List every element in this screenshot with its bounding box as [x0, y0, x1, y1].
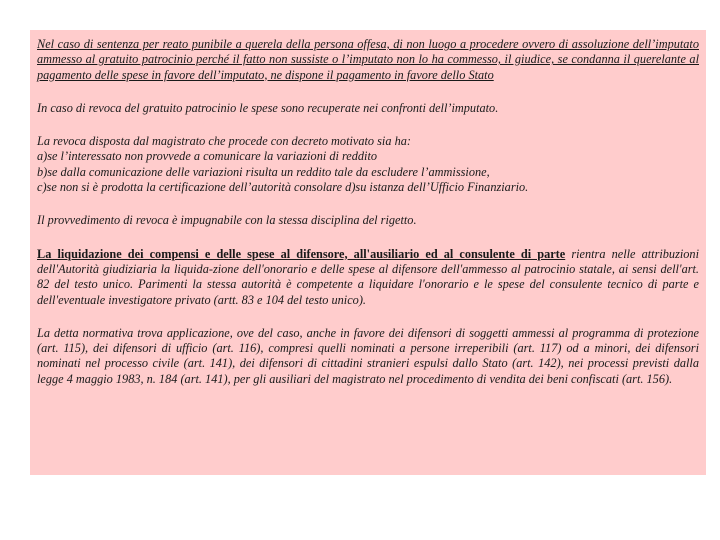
document-text-box: [30, 30, 706, 475]
paragraph-normativa: La detta normativa trova applicazione, ove del caso, anche in favore dei difensori di soggetti ammessi al programma di protezione (art. 115), dei difensori di ufficio (art. 116), compresi quelli nominati a persone irreperibili (art. 117) od a minori, dei difensori nominati nel processo civile (art. 141), dei difensori di cittadini stranieri espulsi dallo Stato (art. 142), nei processi previsti dalla legge 4 maggio 1983, n. 184 (art. 141), per gli ausiliari del magistrato nel procedimento di vendita dei beni confiscati (art. 156).: [37, 325, 699, 386]
paragraph-impugnabile: Il provvedimento di revoca è impugnabile con la stessa disciplina del rigetto.: [37, 213, 417, 228]
paragraph-revoca-spese: In caso di revoca del gratuito patrocinio le spese sono recuperate nei confronti dell’imputato.: [37, 100, 499, 115]
paragraph-sentenza: Nel caso di sentenza per reato punibile a querela della persona offesa, di non luogo a procedere ovvero di assoluzione dell’imputato ammesso al gratuito patrocinio perché il fatto non sussiste o l’imputato non lo ha commesso, il giudice, se condanna il querelante al pagamento delle spese in favore dell’imputato, ne dispone il pagamento in favore dello Stato: [37, 37, 699, 82]
revoca-intro-line: La revoca disposta dal magistrato che procede con decreto motivato sia ha:: [37, 134, 411, 149]
revoca-case-b: b)se dalla comunicazione delle variazioni risulta un reddito tale da escludere l’ammissione,: [37, 164, 490, 179]
liquidazione-heading: La liquidazione dei compensi e delle spese al difensore, all'ausiliario ed al consulente di parte: [37, 246, 566, 261]
revoca-case-a: a)se l’interessato non provvede a comunicare la variazioni di reddito: [37, 149, 378, 164]
liquidazione-body: rientra nelle attribuzioni dell'Autorità giudiziaria la liquida-zione dell'onorario e delle spese al difensore dell'ammesso al patrocinio statale, ai sensi dell'art. 82 del testo unico. Parimenti la stessa autorità è competente a liquidare l'onorario e le spese del consulente tecnico di parte e dell'eventuale investigatore privato (artt. 83 e 104 del testo unico).: [37, 246, 699, 307]
paragraph-liquidazione: [37, 247, 699, 308]
revoca-case-c-d: c)se non si è prodotta la certificazione dell’autorità consolare d)su istanza dell’Ufficio Finanziario.: [37, 180, 529, 195]
paragraph-revoca-casi: [37, 134, 699, 195]
